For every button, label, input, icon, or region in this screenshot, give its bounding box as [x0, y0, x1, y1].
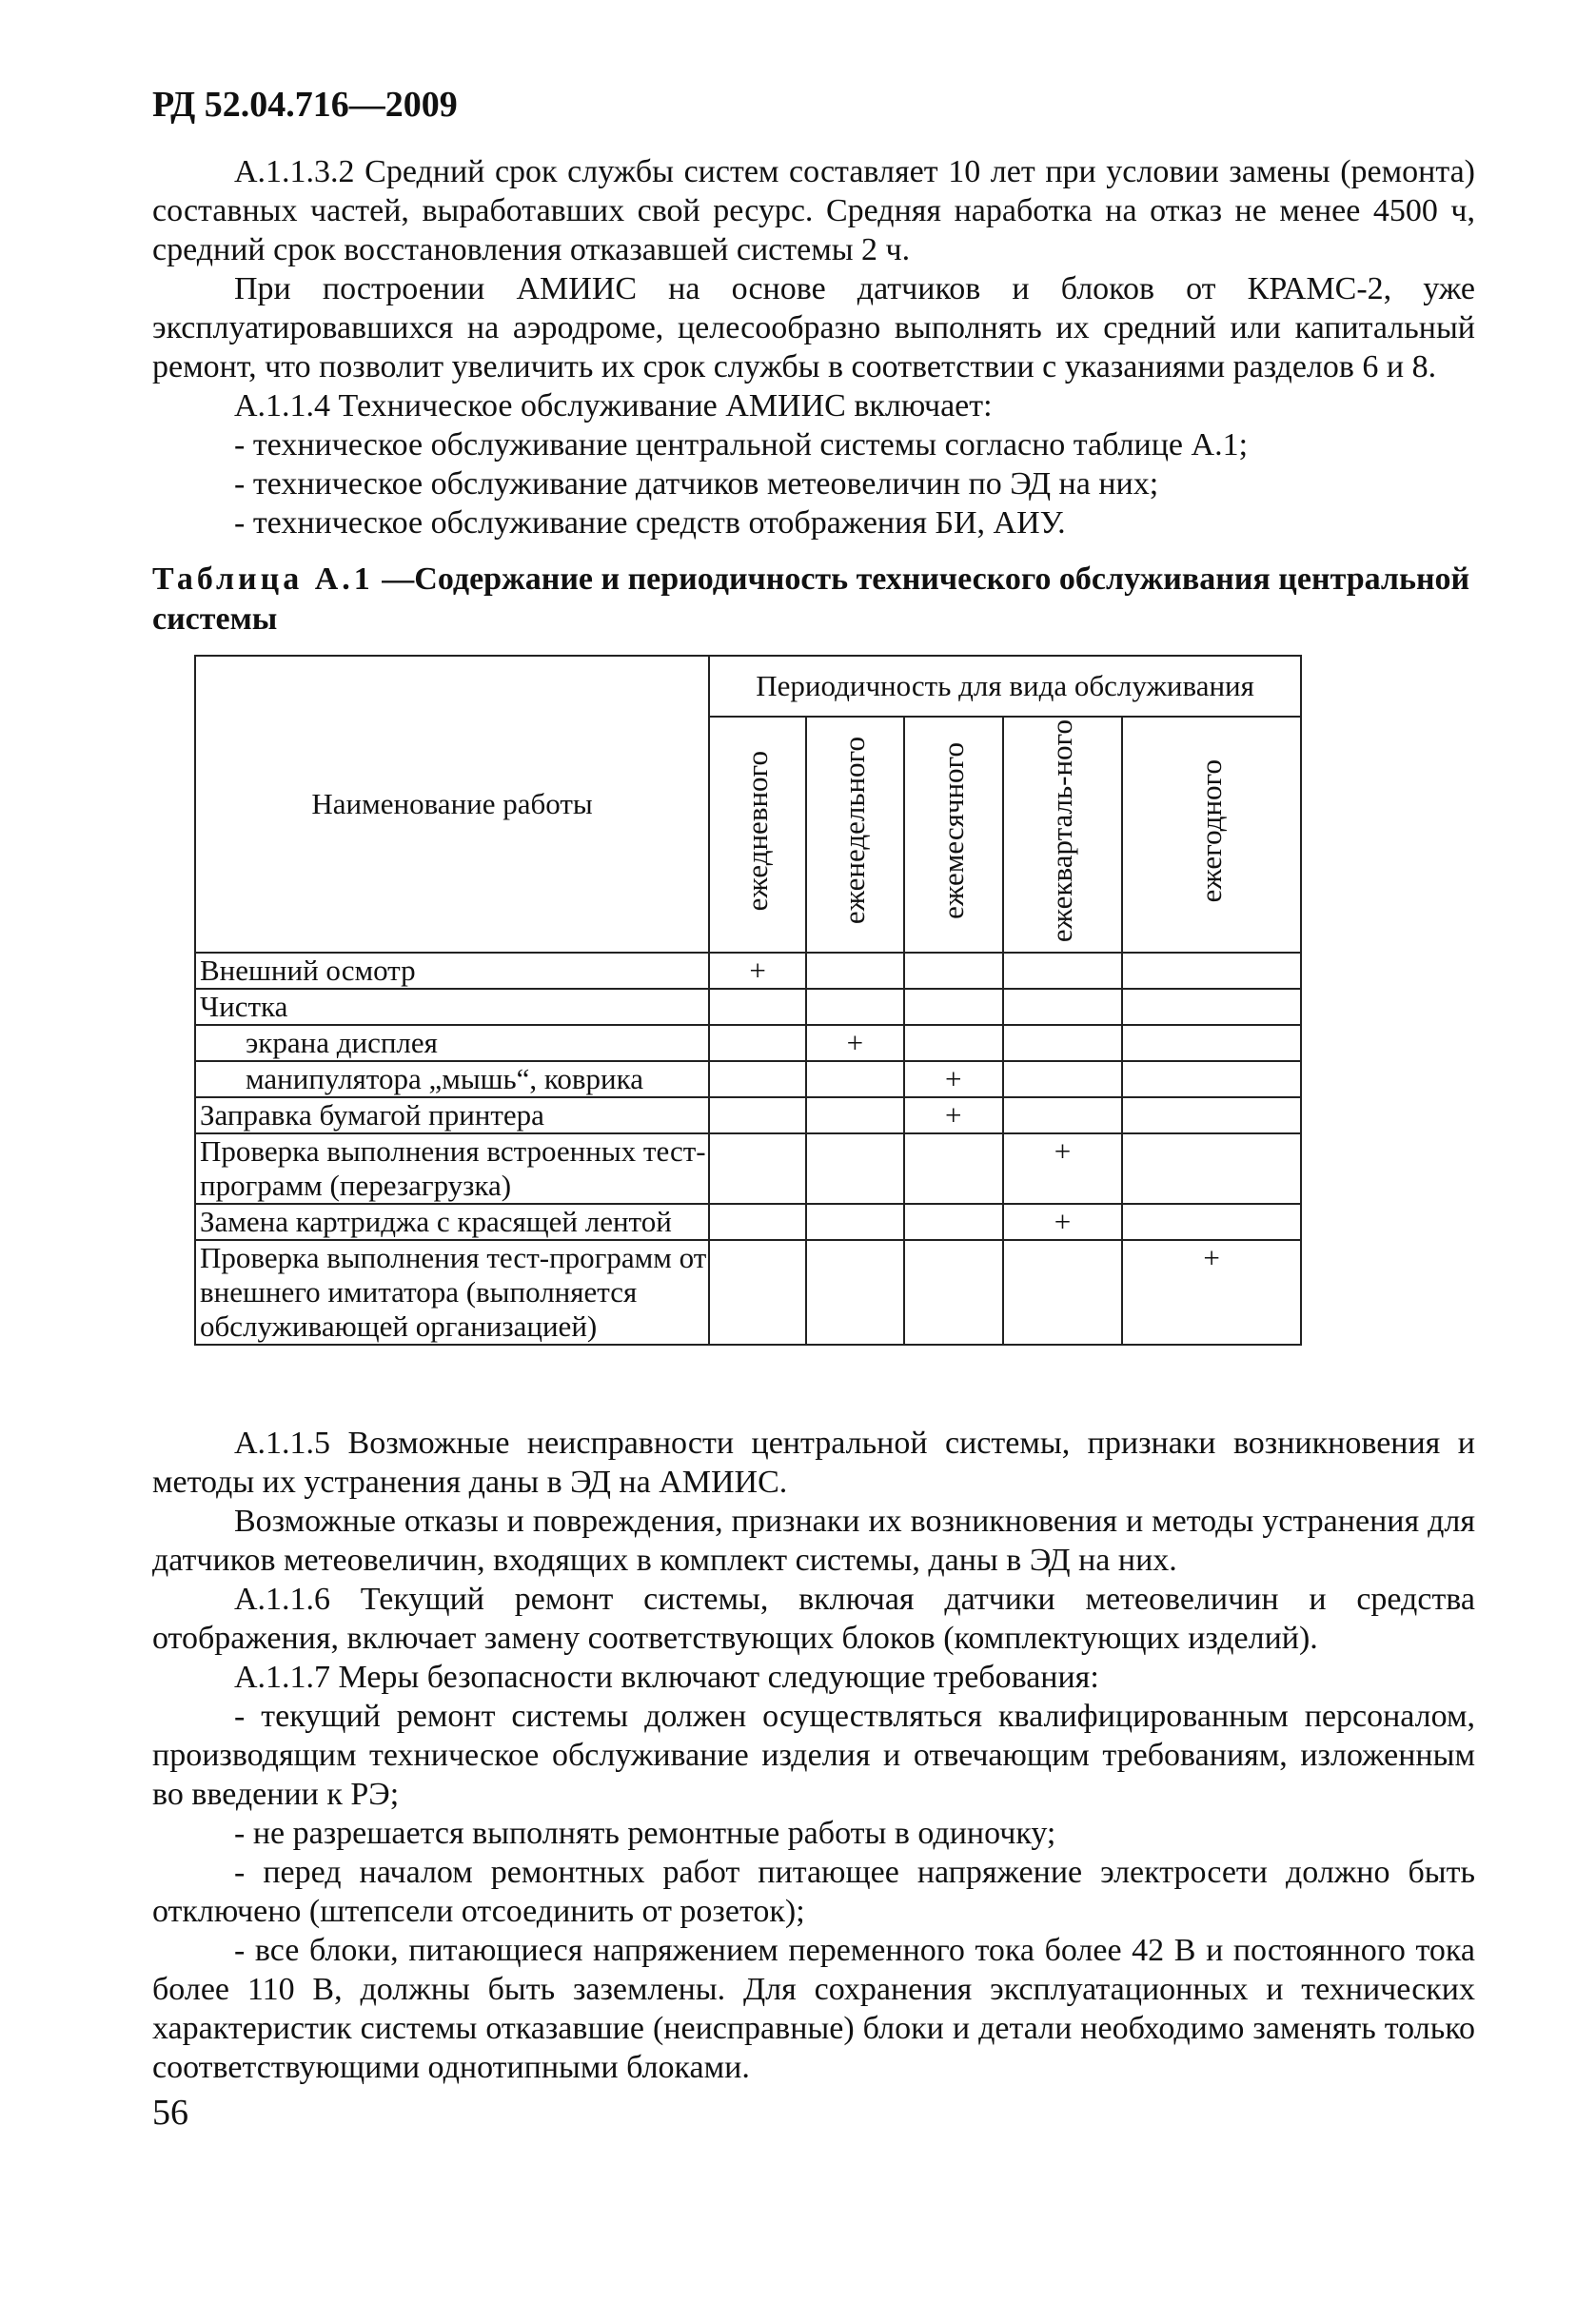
- work-name-header: Наименование работы: [195, 656, 709, 953]
- period-column-header: [904, 717, 1003, 953]
- work-name-cell: Проверка выполнения встроенных тест-программ (перезагрузка): [195, 1133, 709, 1204]
- period-mark-cell: [806, 1240, 904, 1345]
- period-mark-cell: [1003, 953, 1123, 989]
- bottom-paragraph: Возможные отказы и повреждения, признаки их возникновения и методы устранения для датчиков метеовеличин, входящих в комплект системы, даны в ЭД на них.: [152, 1504, 1475, 1578]
- table-row: [195, 989, 1301, 1025]
- work-name-cell: Проверка выполнения тест-программ от внешнего имитатора (выполняется обслуживающей организацией): [195, 1240, 709, 1345]
- bottom-paragraph: А.1.1.5 Возможные неисправности центральной системы, признаки возникновения и методы их устранения даны в ЭД на АМИИС.: [152, 1426, 1475, 1500]
- bottom-paragraph: - все блоки, питающиеся напряжением переменного тока более 42 В и постоянного тока более 110 В, должны быть заземлены. Для сохранения эксплуатационных и технических характеристик системы отказавшие (неисправные) блоки и детали необходимо заменять только соответствующими однотипными блоками.: [152, 1933, 1475, 2085]
- period-mark-cell: [904, 1204, 1003, 1240]
- period-mark-cell: [1122, 1204, 1301, 1240]
- bottom-paragraph: - текущий ремонт системы должен осуществляться квалифицированным персоналом, производящим техническое обслуживание изделия и отвечающим требованиям, изложенным во введении к РЭ;: [152, 1699, 1475, 1812]
- period-mark-cell: [709, 1133, 806, 1204]
- table-row: [195, 1061, 1301, 1097]
- period-mark-cell: +: [904, 1061, 1003, 1097]
- bottom-paragraph: - не разрешается выполнять ремонтные работы в одиночку;: [234, 1816, 1056, 1851]
- table-caption: [152, 560, 1475, 640]
- period-mark-cell: [709, 1025, 806, 1061]
- page-number: 56: [152, 2093, 188, 2133]
- work-name-cell: манипулятора „мышь“, коврика: [195, 1061, 709, 1097]
- period-mark-cell: [709, 1240, 806, 1345]
- table-row: [195, 1025, 1301, 1061]
- period-mark-cell: [806, 1204, 904, 1240]
- period-mark-cell: +: [1003, 1133, 1123, 1204]
- table-row: [195, 953, 1301, 989]
- period-mark-cell: [709, 1061, 806, 1097]
- bottom-paragraph: - перед началом ремонтных работ питающее напряжение электросети должно быть отключено (штепсели отсоединить от розеток);: [152, 1855, 1475, 1929]
- period-mark-cell: [1003, 989, 1123, 1025]
- top-paragraph: А.1.1.4 Техническое обслуживание АМИИС включает:: [234, 388, 993, 423]
- period-mark-cell: [1003, 1061, 1123, 1097]
- period-column-header: [1003, 717, 1123, 953]
- work-name-cell: Чистка: [195, 989, 709, 1025]
- period-mark-cell: [904, 953, 1003, 989]
- period-mark-cell: [904, 1240, 1003, 1345]
- table-row: [195, 1240, 1301, 1345]
- period-mark-cell: [904, 1025, 1003, 1061]
- period-mark-cell: [1003, 1240, 1123, 1345]
- periodicity-header: Периодичность для вида обслуживания: [709, 656, 1301, 717]
- period-mark-cell: [904, 1133, 1003, 1204]
- period-column-label: еженедельного: [837, 737, 872, 925]
- period-mark-cell: [709, 1097, 806, 1133]
- period-mark-cell: [709, 989, 806, 1025]
- period-mark-cell: [1003, 1025, 1123, 1061]
- period-mark-cell: [1122, 1025, 1301, 1061]
- bottom-paragraph: А.1.1.7 Меры безопасности включают следующие требования:: [234, 1660, 1099, 1695]
- table-row: [195, 1204, 1301, 1240]
- period-column-header: [709, 717, 806, 953]
- table-caption-label: Таблица А.1: [152, 561, 374, 597]
- period-mark-cell: [1122, 1133, 1301, 1204]
- period-mark-cell: [806, 1133, 904, 1204]
- period-mark-cell: [1122, 1097, 1301, 1133]
- work-name-cell: Замена картриджа с красящей лентой: [195, 1204, 709, 1240]
- period-mark-cell: [904, 989, 1003, 1025]
- period-mark-cell: [806, 1061, 904, 1097]
- period-mark-cell: [806, 1097, 904, 1133]
- period-column-label: ежекварталь-ного: [1045, 718, 1079, 943]
- top-paragraph: - техническое обслуживание датчиков метеовеличин по ЭД на них;: [234, 466, 1159, 502]
- top-text-block: [152, 152, 1475, 542]
- bottom-text-block: [152, 1424, 1475, 2087]
- table-row: [195, 1097, 1301, 1133]
- period-mark-cell: +: [1122, 1240, 1301, 1345]
- bottom-paragraph: А.1.1.6 Текущий ремонт системы, включая датчики метеовеличин и средства отображения, включает замену соответствующих блоков (комплектующих изделий).: [152, 1582, 1475, 1656]
- work-name-cell: Внешний осмотр: [195, 953, 709, 989]
- period-mark-cell: +: [904, 1097, 1003, 1133]
- table-row: [195, 1133, 1301, 1204]
- top-paragraph: - техническое обслуживание средств отображения БИ, АИУ.: [234, 505, 1066, 541]
- maintenance-table: [194, 655, 1302, 1346]
- period-column-label: ежемесячного: [936, 742, 970, 919]
- work-name-cell: Заправка бумагой принтера: [195, 1097, 709, 1133]
- period-column-label: ежегодного: [1194, 758, 1229, 903]
- table-caption-text: —Содержание и периодичность технического обслуживания центральной системы: [152, 561, 1470, 637]
- document-code-header: РД 52.04.716—2009: [152, 85, 458, 125]
- top-paragraph: А.1.1.3.2 Средний срок службы систем составляет 10 лет при условии замены (ремонта) составных частей, выработавших свой ресурс. Средняя наработка на отказ не менее 4500 ч, средний срок восстановления отказавшей системы 2 ч.: [152, 154, 1475, 267]
- period-column-label: ежедневного: [740, 750, 775, 912]
- top-paragraph: - техническое обслуживание центральной системы согласно таблице А.1;: [234, 427, 1249, 463]
- period-mark-cell: [806, 989, 904, 1025]
- period-mark-cell: [806, 953, 904, 989]
- period-mark-cell: +: [709, 953, 806, 989]
- period-column-header: [806, 717, 904, 953]
- top-paragraph: При построении АМИИС на основе датчиков и блоков от КРАМС-2, уже эксплуатировавшихся на аэродроме, целесообразно выполнять их средний или капитальный ремонт, что позволит увеличить их срок службы в соответствии с указаниями разделов 6 и 8.: [152, 271, 1475, 384]
- period-column-header: [1122, 717, 1301, 953]
- period-mark-cell: [1122, 953, 1301, 989]
- period-mark-cell: [1122, 989, 1301, 1025]
- period-mark-cell: +: [1003, 1204, 1123, 1240]
- work-name-cell: экрана дисплея: [195, 1025, 709, 1061]
- period-mark-cell: +: [806, 1025, 904, 1061]
- period-mark-cell: [1003, 1097, 1123, 1133]
- period-mark-cell: [1122, 1061, 1301, 1097]
- period-mark-cell: [709, 1204, 806, 1240]
